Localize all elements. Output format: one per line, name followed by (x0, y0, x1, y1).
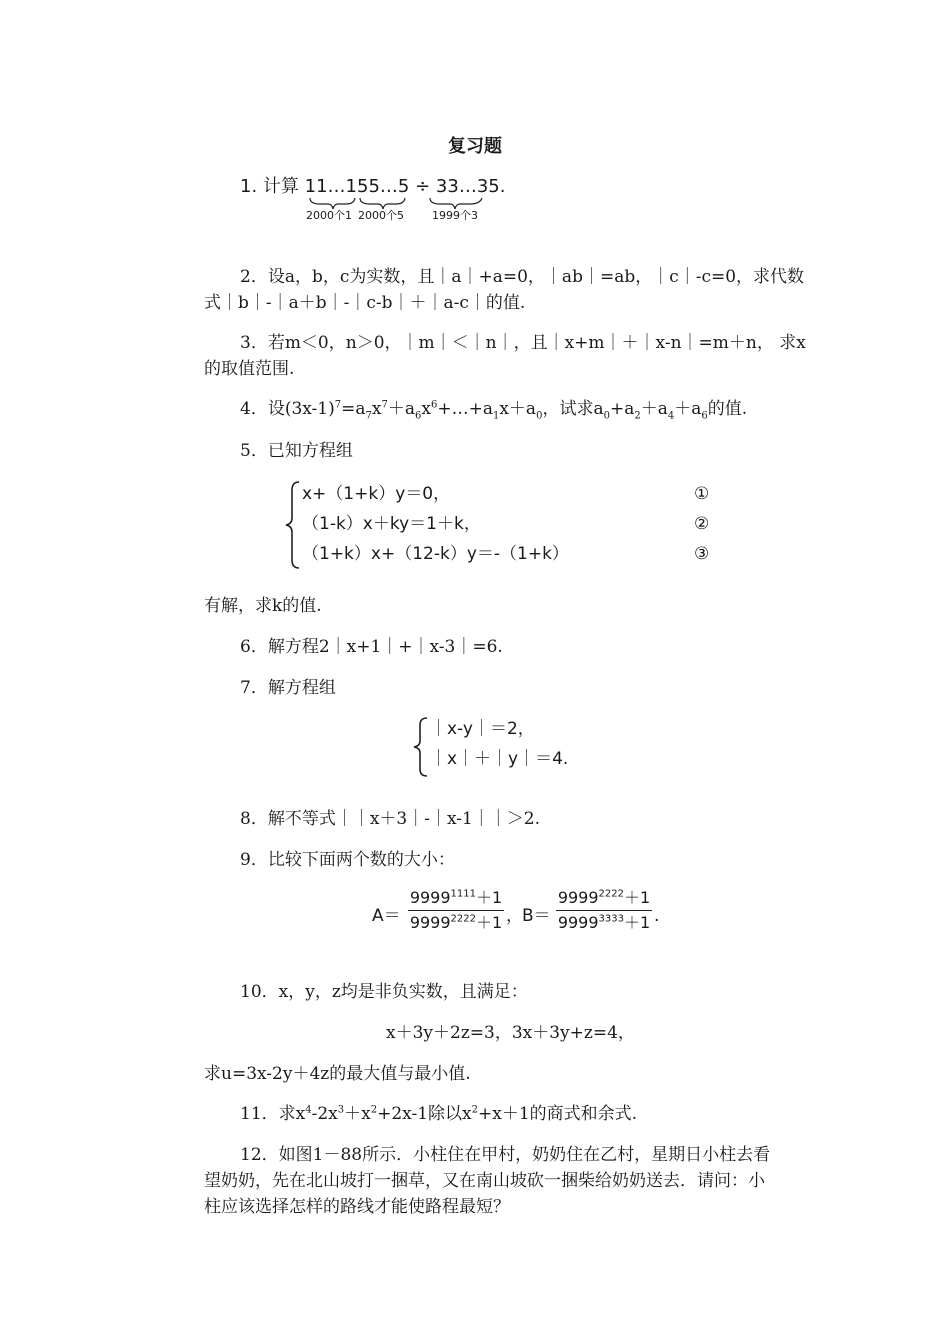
q5-marker-1: ① (694, 484, 710, 504)
q1-term2: 55…5 (357, 176, 410, 197)
q4-sub: 0 (603, 410, 610, 422)
q7-intro: 7．解方程组 (240, 678, 336, 698)
q2-line-2: 式｜b｜-｜a＋b｜-｜c-b｜＋｜a-c｜的值. (204, 293, 526, 313)
q4-line (240, 398, 747, 420)
q9-b-denominator: $9999^{3333}+1$ (557, 913, 651, 932)
q11-part: -2x (311, 1104, 338, 1124)
q1-term3: 33…35. (435, 176, 506, 197)
q4-part: 的值. (707, 399, 748, 419)
q8-line: 8．解不等式｜｜x＋3｜-｜x-1｜｜＞2. (240, 809, 541, 829)
q5-intro: 5．已知方程组 (240, 441, 353, 461)
q11-part: +x＋1的商式和余式. (477, 1104, 638, 1124)
q9-a-label: A＝ (372, 906, 401, 926)
q4-sub: 6 (415, 410, 422, 422)
q1-under-label-3: 1999个3 (432, 209, 478, 222)
q4-sub: 7 (365, 410, 372, 422)
q1-under-label-2: 2000个5 (358, 209, 404, 222)
q3-line-1: 3．若m＜0，n＞0，｜m｜＜｜n｜，且｜x+m｜＋｜x-n｜=m＋n， 求x (240, 333, 806, 353)
q9-b-label: B＝ (522, 906, 551, 926)
q11-part: ＋x (344, 1104, 371, 1124)
q5-equation-3: （1+k）x+（12-k）y＝-（1+k） (302, 544, 569, 564)
q12-line-2: 望奶奶，先在北山坡打一捆草，又在南山坡砍一捆柴给奶奶送去．请问：小 (204, 1171, 765, 1191)
q4-part: 4．设(3x-1) (240, 399, 335, 419)
q4-exp: 7 (381, 399, 388, 411)
q1-under-label-1: 2000个1 (306, 209, 352, 222)
q4-part: ＋a (387, 399, 415, 419)
q4-sub: 6 (701, 410, 708, 422)
q2-line-1: 2．设a，b，c为实数，且｜a｜+a=0，｜ab｜=ab，｜c｜-c=0，求代数 (240, 267, 805, 287)
q4-exp: 7 (334, 399, 342, 411)
q7-equation-1: ｜x-y｜＝2， (430, 719, 535, 739)
q4-part: ＋a (674, 399, 702, 419)
q1-divide: ÷ (415, 176, 431, 197)
q11-part: +2x-1除以x (377, 1104, 472, 1124)
q11-exp: 3 (337, 1104, 345, 1116)
q4-sub: 1 (492, 410, 500, 422)
q4-part: ，试求a (542, 399, 604, 419)
q1-line (240, 176, 505, 198)
q12-line-1: 12．如图1－88所示．小柱住在甲村，奶奶住在乙村，星期日小柱去看 (240, 1145, 771, 1165)
q11-exp: 2 (370, 1104, 378, 1116)
q11-part: 11．求x (240, 1104, 306, 1124)
q4-part: x (371, 399, 382, 419)
q5-marker-3: ③ (694, 544, 710, 564)
q5-left-brace (284, 480, 302, 570)
q4-sub: 4 (667, 410, 675, 422)
q4-part: =a (341, 399, 366, 419)
q11-exp: 2 (471, 1104, 478, 1116)
q1-term1: 11…1 (304, 176, 357, 197)
q7-left-brace (412, 716, 430, 778)
q12-line-3: 柱应该选择怎样的路线才能使路程最短？ (204, 1197, 510, 1217)
page-title: 复习题 (448, 136, 502, 157)
q5-outro: 有解，求k的值. (204, 596, 322, 616)
q9-fraction-b (556, 887, 652, 934)
q9-end: . (654, 906, 660, 926)
q9-b-numerator: $9999^{2222}+1$ (557, 888, 651, 907)
q3-line-2: 的取值范围. (204, 359, 295, 379)
q4-exp: 6 (430, 399, 438, 411)
q9-separator: ， (506, 906, 523, 926)
q4-part: +…+a (437, 399, 493, 419)
q11-line (240, 1103, 637, 1125)
q7-equation-2: ｜x｜＋｜y｜＝4. (430, 749, 569, 769)
q4-part: ＋a (640, 399, 668, 419)
q4-part: x (421, 399, 431, 419)
q4-sub: 0 (536, 410, 543, 422)
q10-line-1: 10．x，y，z均是非负实数，且满足： (240, 982, 528, 1002)
q10-line-3: 求u=3x-2y＋4z的最大值与最小值. (204, 1064, 471, 1084)
q4-part: x＋a (499, 399, 537, 419)
q5-equation-1: x+（1+k）y＝0， (302, 484, 451, 504)
q11-exp: 4 (305, 1104, 312, 1116)
q6-line: 6．解方程2｜x+1｜+｜x-3｜=6. (240, 637, 503, 657)
q10-equation: x＋3y＋2z=3，3x＋3y+z=4， (386, 1023, 635, 1043)
q9-fraction-a (408, 887, 504, 934)
q4-sub: 2 (634, 410, 641, 422)
q9-a-numerator: $9999^{1111}+1$ (409, 888, 503, 907)
q9-intro: 9．比较下面两个数的大小： (240, 850, 455, 870)
q9-a-denominator: $9999^{2222}+1$ (409, 913, 503, 932)
q5-marker-2: ② (694, 514, 710, 534)
q4-part: +a (609, 399, 635, 419)
q1-prefix: 1. 计算 (240, 176, 299, 197)
q5-equation-2: （1-k）x＋ky＝1＋k， (302, 514, 481, 534)
